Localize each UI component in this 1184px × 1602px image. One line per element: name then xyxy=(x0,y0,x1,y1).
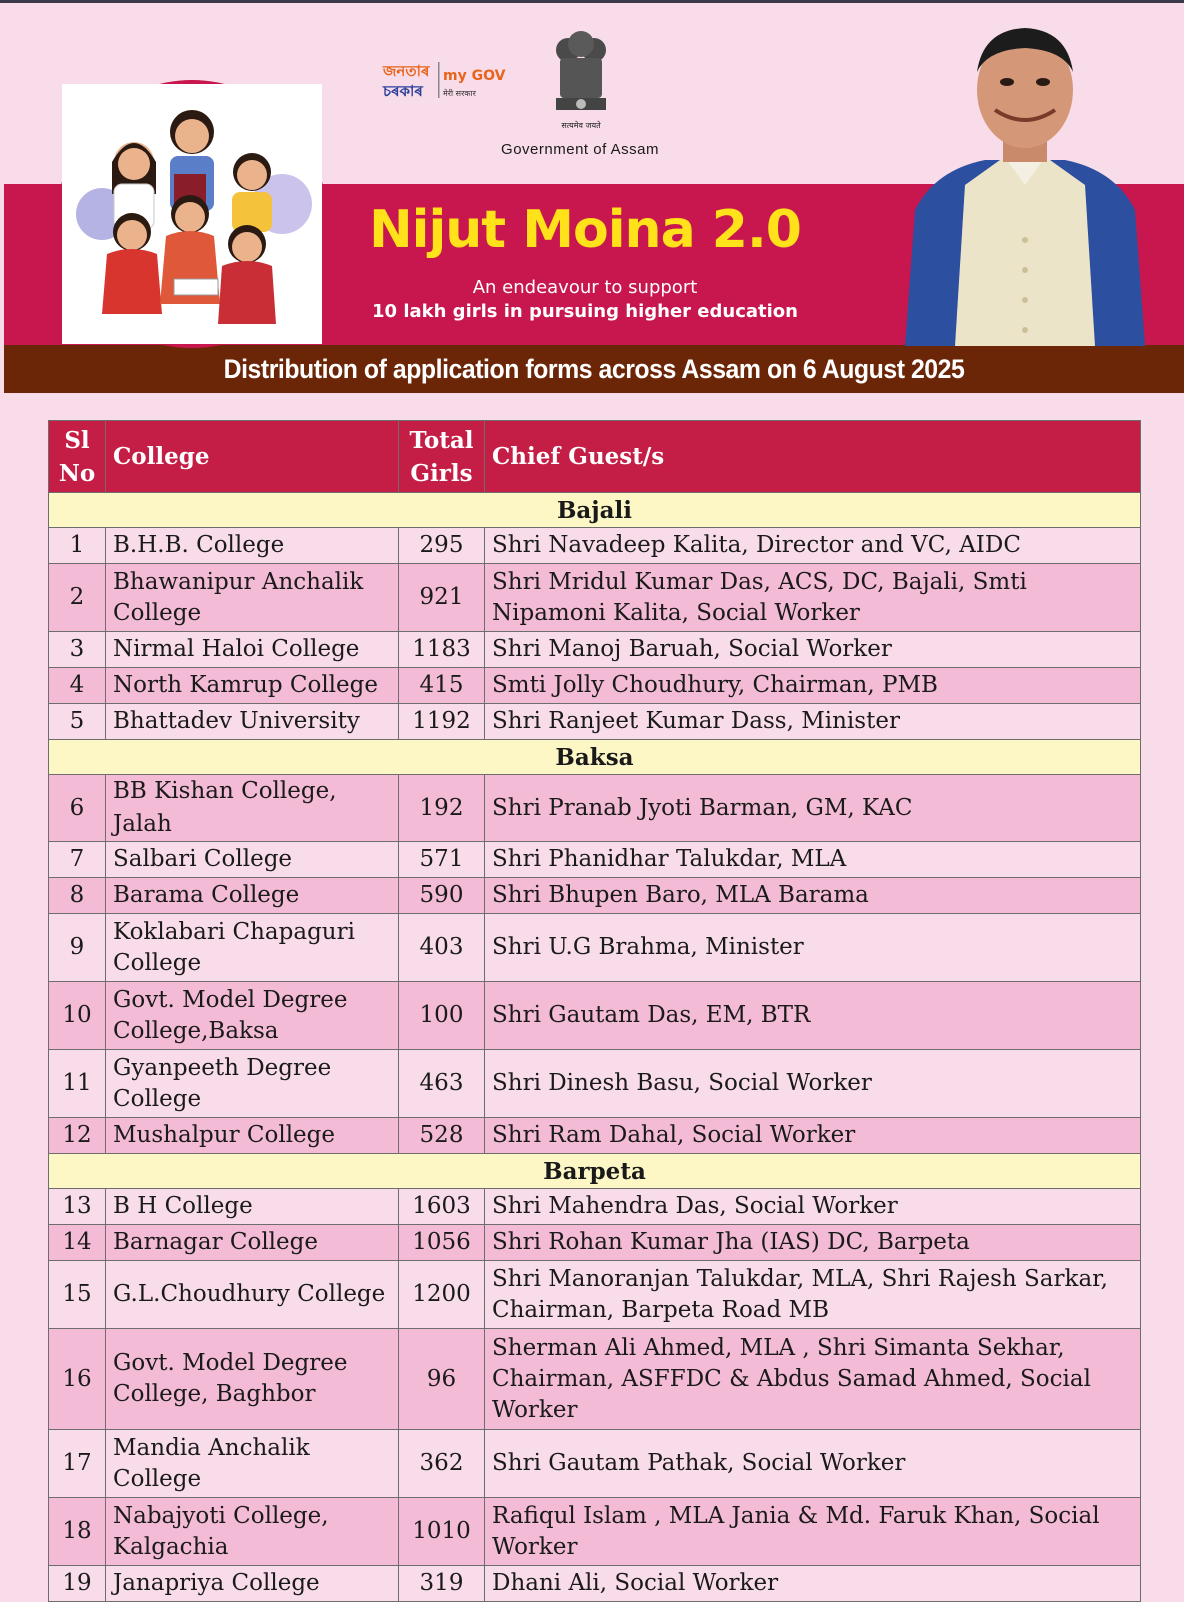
distribution-table xyxy=(48,420,1141,1602)
header-total-line2: Girls xyxy=(410,459,473,487)
sl-cell: 6 xyxy=(49,775,106,842)
guests-cell: Shri Dinesh Basu, Social Worker xyxy=(485,1050,1141,1118)
sl-cell: 1 xyxy=(49,528,106,564)
district-row-bajali xyxy=(49,493,1141,528)
table-row xyxy=(49,775,1141,842)
district-row-baksa xyxy=(49,740,1141,775)
district-row-barpeta xyxy=(49,1154,1141,1189)
college-cell: Govt. Model Degree College, Baghbor xyxy=(106,1329,399,1430)
table-row xyxy=(49,1050,1141,1118)
table-row xyxy=(49,1225,1141,1261)
college-cell: Gyanpeeth Degree College xyxy=(106,1050,399,1118)
girls-cell: 921 xyxy=(399,564,485,632)
header-total-girls xyxy=(399,421,485,493)
sl-cell: 16 xyxy=(49,1329,106,1430)
sl-cell: 19 xyxy=(49,1566,106,1602)
header-sl-line1: Sl xyxy=(64,426,90,454)
subtitle-line2: 10 lakh girls in pursuing higher education xyxy=(372,301,798,322)
college-cell: Barama College xyxy=(106,878,399,914)
girls-cell: 1603 xyxy=(399,1189,485,1225)
logo-line1: জনতাৰ xyxy=(383,62,430,80)
table-row xyxy=(49,982,1141,1050)
table-row xyxy=(49,1329,1141,1430)
girls-cell: 192 xyxy=(399,775,485,842)
students-illustration xyxy=(58,80,326,348)
college-cell: Mandia Anchalik College xyxy=(106,1430,399,1498)
girls-cell: 415 xyxy=(399,668,485,704)
mygov-logo xyxy=(383,58,506,104)
girls-cell: 1183 xyxy=(399,632,485,668)
sl-cell: 17 xyxy=(49,1430,106,1498)
girls-cell: 1056 xyxy=(399,1225,485,1261)
guests-cell: Shri Manoj Baruah, Social Worker xyxy=(485,632,1141,668)
emblem-graphic xyxy=(548,28,614,136)
table-row xyxy=(49,878,1141,914)
subtitle-line1: An endeavour to support xyxy=(472,277,698,298)
table-row xyxy=(49,1261,1141,1329)
guests-cell: Shri Bhupen Baro, MLA Barama xyxy=(485,878,1141,914)
district-name: Baksa xyxy=(49,740,1141,775)
sl-cell: 3 xyxy=(49,632,106,668)
table-row xyxy=(49,668,1141,704)
college-cell: Mushalpur College xyxy=(106,1118,399,1154)
guests-cell: Shri Mridul Kumar Das, ACS, DC, Bajali, Smti Nipamoni Kalita, Social Worker xyxy=(485,564,1141,632)
district-name: Barpeta xyxy=(49,1154,1141,1189)
girls-cell: 1200 xyxy=(399,1261,485,1329)
college-cell: Salbari College xyxy=(106,842,399,878)
sl-cell: 2 xyxy=(49,564,106,632)
college-cell: B.H.B. College xyxy=(106,528,399,564)
header-banner xyxy=(0,0,1184,395)
girls-cell: 295 xyxy=(399,528,485,564)
sl-cell: 18 xyxy=(49,1498,106,1566)
table-row xyxy=(49,1430,1141,1498)
table-row xyxy=(49,1189,1141,1225)
mygov-subtext: मेरी सरकार xyxy=(443,89,476,98)
sl-cell: 8 xyxy=(49,878,106,914)
table-row xyxy=(49,704,1141,740)
guests-cell: Shri Navadeep Kalita, Director and VC, AIDC xyxy=(485,528,1141,564)
national-emblem-icon xyxy=(548,28,614,136)
header-total-line1: Total xyxy=(409,426,474,454)
girls-cell: 362 xyxy=(399,1430,485,1498)
girls-cell: 590 xyxy=(399,878,485,914)
mygov-logo-graphic xyxy=(383,58,506,104)
government-label: Government of Assam xyxy=(501,141,659,158)
table-row xyxy=(49,1566,1141,1602)
guests-cell: Shri Phanidhar Talukdar, MLA xyxy=(485,842,1141,878)
college-cell: B H College xyxy=(106,1189,399,1225)
emblem-motto: सत्यमेव जयते xyxy=(561,121,601,130)
college-cell: Govt. Model Degree College,Baksa xyxy=(106,982,399,1050)
college-cell: Bhattadev University xyxy=(106,704,399,740)
sl-cell: 15 xyxy=(49,1261,106,1329)
sl-cell: 13 xyxy=(49,1189,106,1225)
girls-cell: 1010 xyxy=(399,1498,485,1566)
guests-cell: Shri U.G Brahma, Minister xyxy=(485,914,1141,982)
table-row xyxy=(49,914,1141,982)
header-college: College xyxy=(106,421,399,493)
guests-cell: Shri Gautam Pathak, Social Worker xyxy=(485,1430,1141,1498)
table-row xyxy=(49,842,1141,878)
sl-cell: 12 xyxy=(49,1118,106,1154)
girls-cell: 96 xyxy=(399,1329,485,1430)
guests-cell: Sherman Ali Ahmed, MLA , Shri Simanta Sekhar, Chairman, ASFFDC & Abdus Samad Ahmed, Social Worker xyxy=(485,1329,1141,1430)
students-illustration-image xyxy=(62,84,322,344)
girls-cell: 463 xyxy=(399,1050,485,1118)
guests-cell: Dhani Ali, Social Worker xyxy=(485,1566,1141,1602)
college-cell: Nirmal Haloi College xyxy=(106,632,399,668)
guests-cell: Shri Rohan Kumar Jha (IAS) DC, Barpeta xyxy=(485,1225,1141,1261)
table-row xyxy=(49,632,1141,668)
college-cell: Koklabari Chapaguri College xyxy=(106,914,399,982)
girls-cell: 571 xyxy=(399,842,485,878)
college-cell: G.L.Choudhury College xyxy=(106,1261,399,1329)
portrait-graphic xyxy=(895,10,1155,346)
header-chief-guests: Chief Guest/s xyxy=(485,421,1141,493)
sl-cell: 5 xyxy=(49,704,106,740)
guests-cell: Shri Gautam Das, EM, BTR xyxy=(485,982,1141,1050)
mygov-label: my GOV xyxy=(443,68,506,84)
table-row xyxy=(49,1118,1141,1154)
college-cell: BB Kishan College, Jalah xyxy=(106,775,399,842)
guests-cell: Shri Ram Dahal, Social Worker xyxy=(485,1118,1141,1154)
guests-cell: Shri Manoranjan Talukdar, MLA, Shri Rajesh Sarkar, Chairman, Barpeta Road MB xyxy=(485,1261,1141,1329)
sl-cell: 10 xyxy=(49,982,106,1050)
girls-cell: 403 xyxy=(399,914,485,982)
girls-cell: 1192 xyxy=(399,704,485,740)
college-cell: Bhawanipur Anchalik College xyxy=(106,564,399,632)
guests-cell: Rafiqul Islam , MLA Jania & Md. Faruk Khan, Social Worker xyxy=(485,1498,1141,1566)
girls-cell: 528 xyxy=(399,1118,485,1154)
header-sl-line2: No xyxy=(58,459,96,487)
district-name: Bajali xyxy=(49,493,1141,528)
guests-cell: Shri Ranjeet Kumar Dass, Minister xyxy=(485,704,1141,740)
table-row xyxy=(49,528,1141,564)
chief-minister-portrait xyxy=(895,10,1155,346)
sl-cell: 4 xyxy=(49,668,106,704)
college-cell: Janapriya College xyxy=(106,1566,399,1602)
sl-cell: 9 xyxy=(49,914,106,982)
logo-line2: চৰকাৰ xyxy=(383,82,423,100)
girls-cell: 319 xyxy=(399,1566,485,1602)
distribution-title: Distribution of application forms across Assam on 6 August 2025 xyxy=(223,354,965,384)
college-cell: Barnagar College xyxy=(106,1225,399,1261)
guests-cell: Shri Pranab Jyoti Barman, GM, KAC xyxy=(485,775,1141,842)
college-cell: Nabajyoti College, Kalgachia xyxy=(106,1498,399,1566)
guests-cell: Shri Mahendra Das, Social Worker xyxy=(485,1189,1141,1225)
table-row xyxy=(49,564,1141,632)
table-row xyxy=(49,1498,1141,1566)
girls-cell: 100 xyxy=(399,982,485,1050)
table-header-row xyxy=(49,421,1141,493)
sl-cell: 7 xyxy=(49,842,106,878)
scheme-title: Nijut Moina 2.0 xyxy=(369,200,801,260)
sl-cell: 14 xyxy=(49,1225,106,1261)
college-cell: North Kamrup College xyxy=(106,668,399,704)
sl-cell: 11 xyxy=(49,1050,106,1118)
guests-cell: Smti Jolly Choudhury, Chairman, PMB xyxy=(485,668,1141,704)
header-sl-no xyxy=(49,421,106,493)
